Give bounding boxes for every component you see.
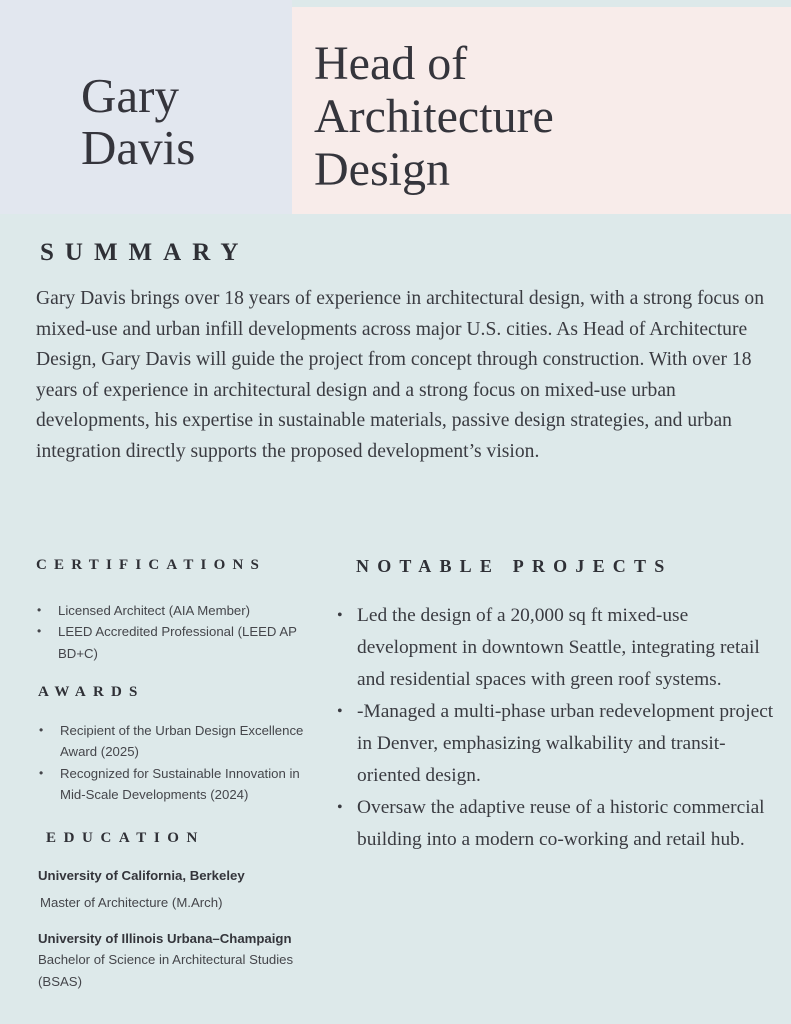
notable-projects-list [336, 600, 776, 856]
project-item: • Led the design of a 20,000 sq ft mixed-use development in downtown Seattle, integrating retail and residential spaces with green roof systems. [336, 600, 776, 696]
name-last: Davis [81, 120, 196, 175]
awards-heading: AWARDS [38, 684, 145, 700]
name-first: Gary [81, 68, 179, 123]
certifications-list [36, 600, 326, 664]
name-block [0, 0, 292, 214]
summary-heading: SUMMARY [40, 239, 250, 266]
job-title-line-2: Architecture [314, 90, 554, 143]
education-school: University of Illinois Urbana–Champaign [38, 931, 292, 946]
title-block [292, 7, 791, 214]
project-item: • Oversaw the adaptive reuse of a historic commercial building into a modern co-working and retail hub. [336, 792, 776, 856]
certifications-heading: CERTIFICATIONS [36, 557, 267, 573]
candidate-name [81, 70, 195, 174]
notable-projects-heading: NOTABLE PROJECTS [356, 556, 673, 576]
education-degree: Master of Architecture (M.Arch) [40, 895, 223, 910]
award-item: • Recipient of the Urban Design Excellence Award (2025) [38, 720, 328, 763]
certification-item: • LEED Accredited Professional (LEED AP BD+C) [36, 621, 326, 664]
job-title-line-1: Head of [314, 37, 468, 90]
education-school: University of California, Berkeley [38, 868, 245, 883]
award-item: • Recognized for Sustainable Innovation in Mid-Scale Developments (2024) [38, 763, 328, 806]
project-item: • -Managed a multi-phase urban redevelopment project in Denver, emphasizing walkability and transit-oriented design. [336, 696, 776, 792]
education-entry [38, 865, 318, 914]
education-entry [38, 928, 318, 992]
education-degree: Bachelor of Science in Architectural Studies (BSAS) [38, 952, 294, 989]
job-title-line-3: Design [314, 143, 450, 196]
job-title [314, 37, 554, 196]
awards-list [38, 720, 328, 806]
certification-item: • Licensed Architect (AIA Member) [36, 600, 326, 621]
summary-text: Gary Davis brings over 18 years of experience in architectural design, with a strong focus on mixed-use and urban infill developments across major U.S. cities. As Head of Architecture Design, Gary Davis will guide the project from concept through construction. With over 18 years of experience in architectural design and a strong focus on mixed-use urban developments, his expertise in sustainable materials, passive design strategies, and urban integration directly supports the proposed development’s vision. [36, 288, 765, 462]
education-heading: EDUCATION [46, 830, 205, 846]
